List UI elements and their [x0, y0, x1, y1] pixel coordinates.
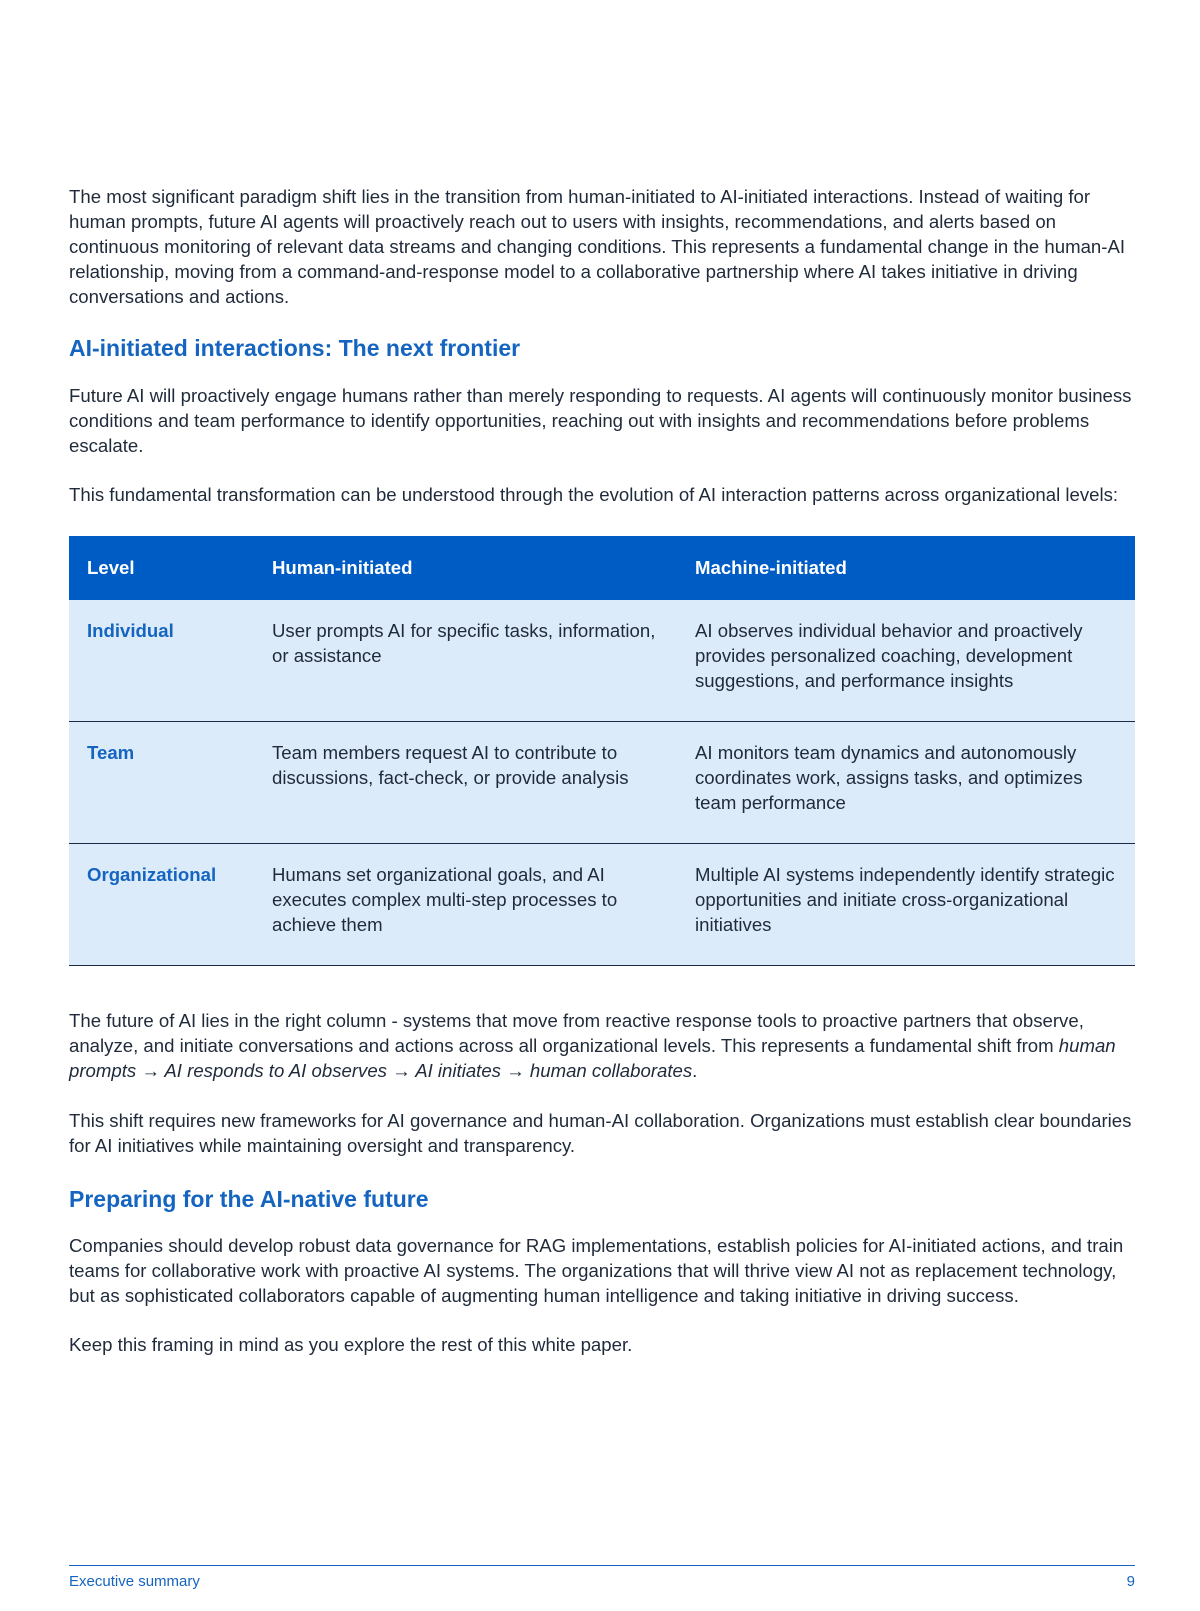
- prepare-paragraph-2: Keep this framing in mind as you explore the rest of this white paper.: [69, 1334, 633, 1355]
- right-column-text: The future of AI lies in the right column - systems that move from reactive response tools to proactive partners that observe, analyze, and initiate conversations and actions across all organizational levels. This represents a fundamental shift from: [69, 1010, 1084, 1056]
- table-cell-machine: Multiple AI systems independently identify strategic opportunities and initiate cross-organizational initiatives: [677, 844, 1135, 966]
- section-heading-prepare: Preparing for the AI-native future: [69, 1186, 429, 1212]
- section-heading-frontier: AI-initiated interactions: The next frontier: [69, 335, 521, 361]
- interaction-levels-table: [69, 536, 1135, 966]
- table-cell-machine: AI observes individual behavior and proactively provides personalized coaching, development suggestions, and performance insights: [677, 600, 1135, 722]
- prepare-paragraph-1: Companies should develop robust data governance for RAG implementations, establish policies for AI-initiated actions, and train teams for collaborative work with proactive AI systems. The organizations that will thrive view AI not as replacement technology, but as sophisticated collaborators capable of augmenting human intelligence and taking initiative in driving success.: [69, 1235, 1124, 1306]
- table-cell-level: Organizational: [69, 844, 254, 966]
- right-column-end: .: [692, 1060, 698, 1081]
- footer-page-number: 9: [1126, 1573, 1135, 1590]
- table-row: [69, 844, 1135, 966]
- table-cell-machine: AI monitors team dynamics and autonomously coordinates work, assigns tasks, and optimizes team performance: [677, 722, 1135, 844]
- shift-emphasis: human prompts → AI responds to AI observes → AI initiates → human collaborates: [69, 1035, 1116, 1081]
- table-cell-human: User prompts AI for specific tasks, information, or assistance: [254, 600, 677, 722]
- frontier-paragraph-1: Future AI will proactively engage humans rather than merely responding to requests. AI agents will continuously monitor business conditions and team performance to identify opportunities, reaching out with insights and recommendations before problems escalate.: [69, 385, 1132, 456]
- right-column-paragraph: [69, 1008, 1135, 1083]
- frontier-paragraph-2: This fundamental transformation can be understood through the evolution of AI interaction patterns across organizational levels:: [69, 484, 1119, 505]
- footer-section-label: Executive summary: [69, 1573, 200, 1590]
- table-row: [69, 722, 1135, 844]
- table-cell-level: Individual: [69, 600, 254, 722]
- shift-paragraph: This shift requires new frameworks for AI governance and human-AI collaboration. Organizations must establish clear boundaries for AI initiatives while maintaining oversight and transparency.: [69, 1110, 1132, 1156]
- page-content: [69, 184, 1135, 1357]
- page-footer: [69, 1565, 1135, 1590]
- table-header-level: Level: [69, 536, 254, 600]
- table-cell-human: Humans set organizational goals, and AI executes complex multi-step processes to achieve them: [254, 844, 677, 966]
- intro-paragraph: The most significant paradigm shift lies in the transition from human-initiated to AI-initiated interactions. Instead of waiting for human prompts, future AI agents will proactively reach out to users with insights, recommendations, and alerts based on continuous monitoring of relevant data streams and changing conditions. This represents a fundamental change in the human-AI relationship, moving from a command-and-response model to a collaborative partnership where AI takes initiative in driving conversations and actions.: [69, 186, 1126, 307]
- table-cell-human: Team members request AI to contribute to discussions, fact-check, or provide analysis: [254, 722, 677, 844]
- table-header-human: Human-initiated: [254, 536, 677, 600]
- table-header-row: [69, 536, 1135, 600]
- table-header-machine: Machine-initiated: [677, 536, 1135, 600]
- table-row: [69, 600, 1135, 722]
- table-cell-level: Team: [69, 722, 254, 844]
